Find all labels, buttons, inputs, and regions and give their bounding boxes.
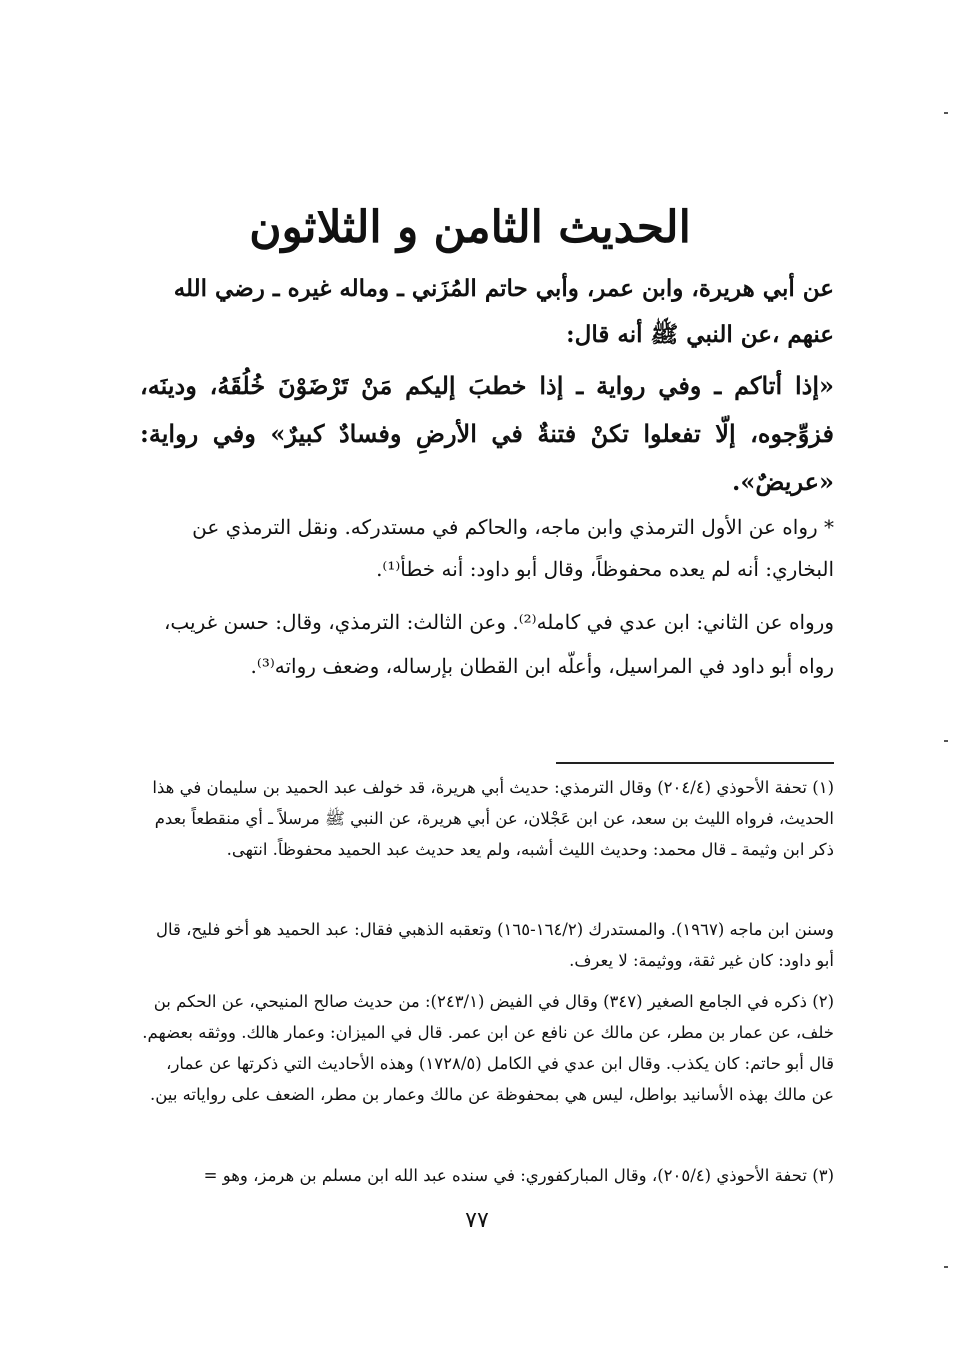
scan-edge-mark [944, 1266, 948, 1268]
hadith-text: «إذا أتاكم ـ وفي رواية ـ إذا خطبَ إليكم مَنْ تَرْضَوْنَ خُلُقَهُ، ودينَه، فزوِّجوه، إلّا تفعلوا تكنْ فتنةٌ في الأرضِ وفسادٌ كبيرٌ» وفي رواية: «عريضٌ». [140, 371, 834, 496]
takhrij-paragraph-2: ورواه عن الثاني: ابن عدي في كامله⁽²⁾. وعن الثالث: الترمذي، وقال: حسن غريب، رواه أبو داود في المراسيل، وأعلّه ابن القطان بإرساله، وضعف رواته⁽³⁾. [163, 610, 834, 678]
scan-edge-mark [944, 740, 948, 742]
hadith-narrators: عن أبي هريرة، وابن عمر، وأبي حاتم المُزَني ـ وماله غيره ـ رضي الله عنهم ،عن النبي ﷺ أنه قال: [173, 275, 834, 348]
takhrij-paragraph-1: * رواه عن الأول الترمذي وابن ماجه، والحاكم في مستدركه. ونقل الترمذي عن البخاري: أنه لم يعده محفوظاً، وقال أبو داود: أنه خطأ⁽¹⁾. [192, 515, 834, 581]
chapter-title: الحديث الثامن و الثلاثون [249, 202, 691, 253]
footnote-1: (١) تحفة الأحوذي (٢٠٤/٤) وقال الترمذي: حديث أبي هريرة، قد خولف عبد الحميد بن سليمان في هذا الحديث، فرواه الليث بن سعد، عن ابن عَجْلان، عن أبي هريرة، عن النبي ﷺ مرسلاً ـ أي منقطعاً بعدم ذكر ابن وثيمة ـ قال محمد: وحديث الليث أشبه، ولم يعد حديث عبد الحميد محفوظاً. انتهى. [152, 778, 834, 859]
footnote-1-continued: وسنن ابن ماجه (١٩٦٧). والمستدرك (١٦٤/٢-١٦٥) وتعقبه الذهبي فقال: عبد الحميد هو أخو فليح، قال أبو داود: كان غير ثقة، ووثيمة: لا يعرف. [156, 920, 834, 970]
scan-edge-mark [944, 112, 948, 114]
footnote-3: (٣) تحفة الأحوذي (٢٠٥/٤)، وقال المباركفوري: في سنده عبد الله ابن مسلم بن هرمز، وهو = [203, 1166, 834, 1185]
footnote-2: (٢) ذكره في الجامع الصغير (٣٤٧) وقال في الفيض (٢٤٣/١): من حديث صالح المنيحي، عن الحكم بن خلف، عن عمار بن مطر، عن مالك عن نافع عن ابن عمر. قال في الميزان: وعمار هالك. ووثقه بعضهم. قال أبو حاتم: كان يكذب. وقال ابن عدي في الكامل (١٧٢٨/٥) وهذه الأحاديث التي ذكرتها عن عمار، عن مالك بهذه الأسانيد بواطل، ليس هي بمحفوظة عن مالك وعمار بن مطر، الضعف على رواياته بين. [142, 992, 834, 1104]
footnote-separator [556, 762, 834, 764]
page-number: ٧٧ [465, 1208, 489, 1233]
